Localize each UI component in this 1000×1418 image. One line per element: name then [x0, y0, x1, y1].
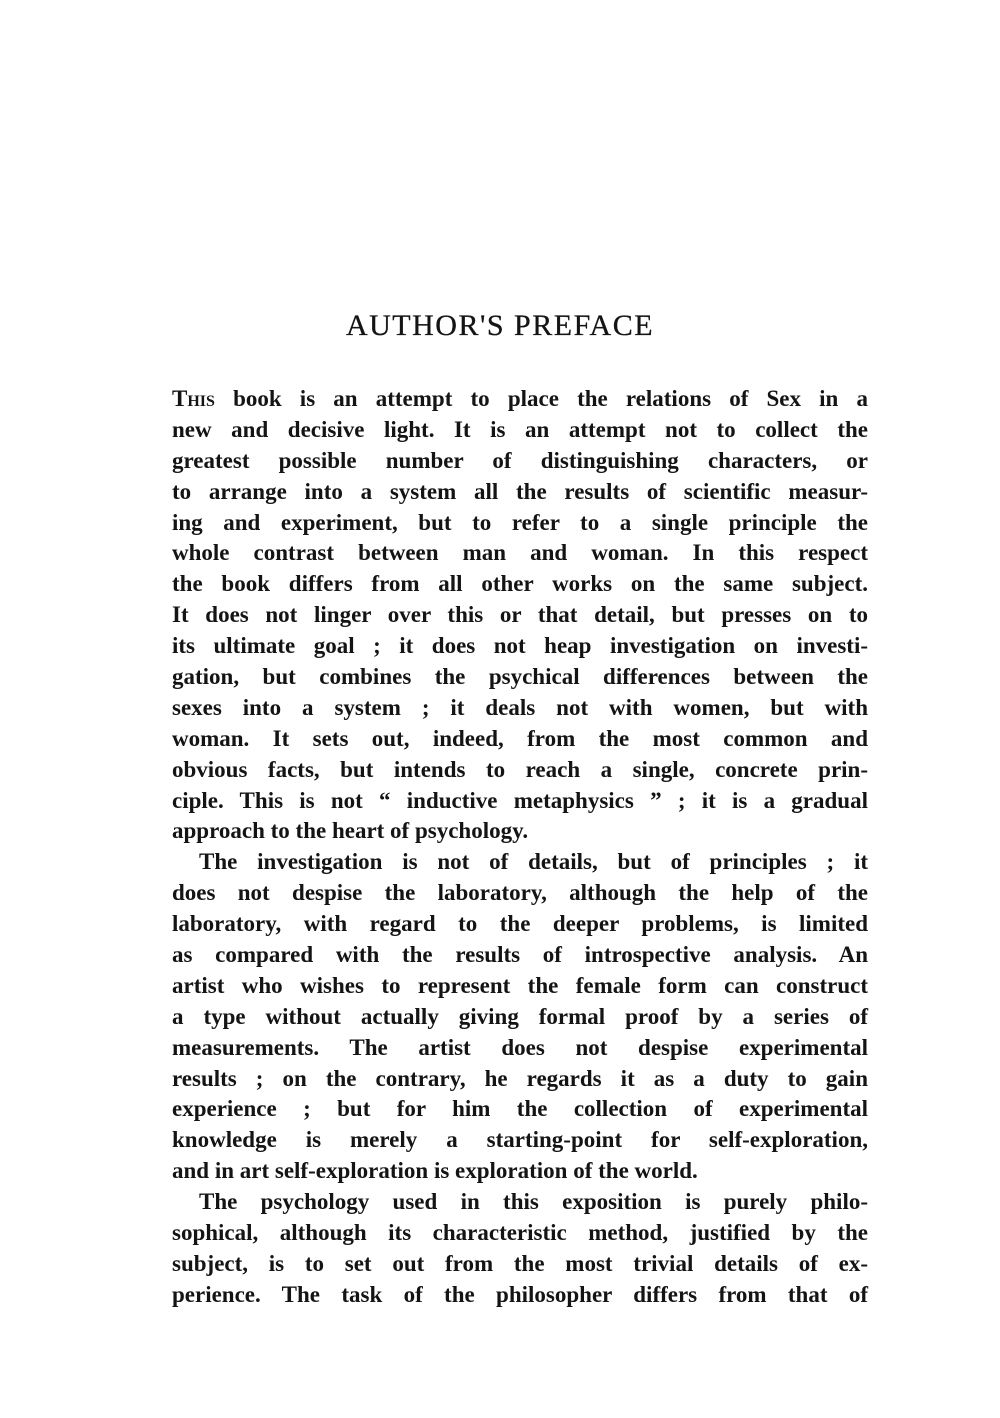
text-line: woman. It sets out, indeed, from the most common and: [172, 725, 868, 751]
text-line: the book differs from all other works on the same subject.: [172, 571, 868, 597]
page-title: AUTHOR'S PREFACE: [345, 309, 655, 342]
text-line: its ultimate goal ; it does not heap investigation on investi-: [172, 633, 868, 659]
text-line: The psychology used in this exposition is purely philo-: [199, 1189, 868, 1215]
text-line: greatest possible number of distinguishing characters, or: [172, 447, 868, 473]
text-line: and in art self-exploration is exploration of the world.: [172, 1158, 698, 1184]
text-line-content: book is an attempt to place the relations of Sex in a: [214, 386, 868, 411]
text-line: to arrange into a system all the results of scientific measur-: [172, 478, 868, 504]
text-line: measurements. The artist does not despise experimental: [172, 1034, 868, 1060]
text-line: a type without actually giving formal proof by a series of: [172, 1003, 868, 1029]
text-line: new and decisive light. It is an attempt not to collect the: [172, 416, 868, 442]
text-line: gation, but combines the psychical differences between the: [172, 664, 868, 690]
text-line: as compared with the results of introspective analysis. An: [172, 942, 868, 968]
text-line: perience. The task of the philosopher differs from that of: [172, 1281, 868, 1307]
text-line: subject, is to set out from the most trivial details of ex-: [172, 1250, 868, 1276]
text-line: sophical, although its characteristic method, justified by the: [172, 1220, 868, 1246]
lead-word: This: [172, 386, 215, 411]
text-line: ing and experiment, but to refer to a single principle the: [172, 509, 868, 535]
text-line: knowledge is merely a starting-point for self-exploration,: [172, 1127, 868, 1153]
text-line: sexes into a system ; it deals not with women, but with: [172, 694, 868, 720]
text-line: ciple. This is not “ inductive metaphysics ” ; it is a gradual: [172, 787, 868, 813]
text-line: whole contrast between man and woman. In this respect: [172, 540, 868, 566]
text-line: laboratory, with regard to the deeper problems, is limited: [172, 911, 868, 937]
text-line: approach to the heart of psychology.: [172, 818, 529, 844]
text-line: [172, 384, 868, 415]
body-text: [172, 384, 868, 1311]
text-line: The investigation is not of details, but of principles ; it: [199, 849, 868, 875]
text-line: It does not linger over this or that detail, but presses on to: [172, 602, 868, 628]
text-line: obvious facts, but intends to reach a single, concrete prin-: [172, 756, 868, 782]
text-line: does not despise the laboratory, although the help of the: [172, 880, 868, 906]
text-line: experience ; but for him the collection of experimental: [172, 1096, 868, 1122]
text-line: artist who wishes to represent the female form can construct: [172, 972, 868, 998]
text-line: results ; on the contrary, he regards it as a duty to gain: [172, 1065, 868, 1091]
